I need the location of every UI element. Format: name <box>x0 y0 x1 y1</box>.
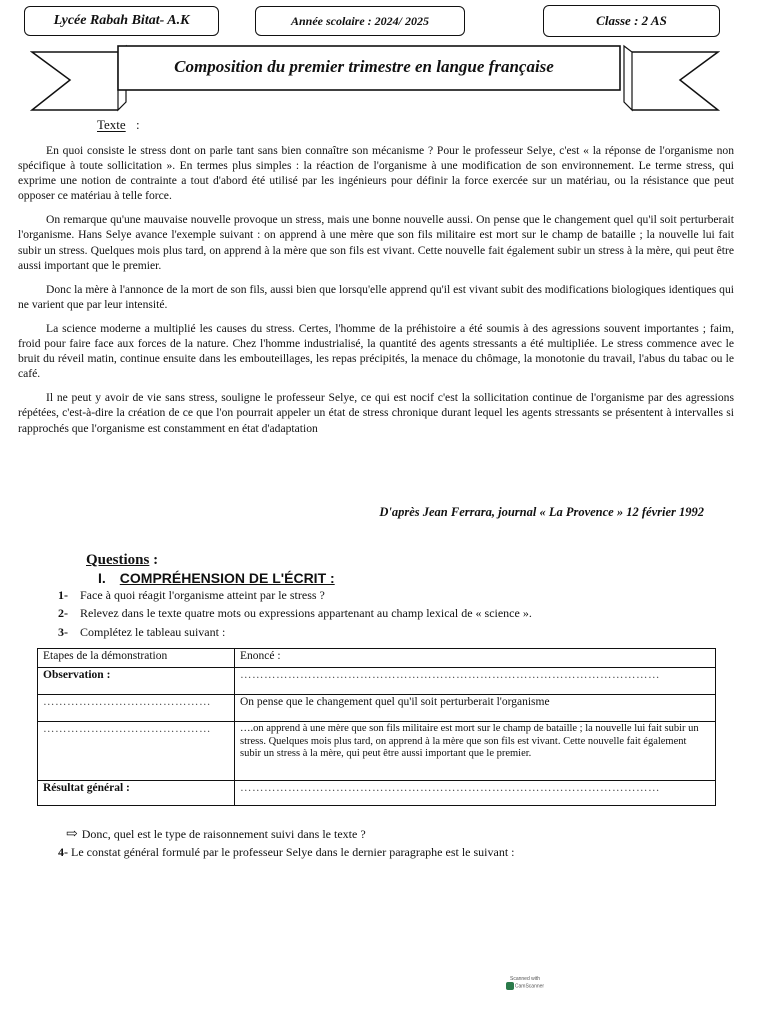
section-number: I. <box>98 570 106 586</box>
table-cell: Observation : <box>38 668 235 695</box>
question-4 <box>58 845 514 860</box>
paragraph-4: La science moderne a multiplié les causes du stress. Certes, l'homme de la préhistoire a été soumis à des agressions souvent importantes ; faim, froid pour faire face aux forces de la nature. Chez l'homme industrialisé, la quantité des agents stressants a été multipliée. Le stress commence avec le bruit du réveil matin, continue ensuite dans les embouteillages, les repas précipités, la menace du chômage, la monotonie du travail, l'abus du tabac ou le café. <box>18 321 734 381</box>
question-text: Donc, quel est le type de raisonnement suivi dans le texte ? <box>81 827 366 841</box>
school-year-box <box>255 6 465 36</box>
section-title: COMPRÉHENSION DE L'ÉCRIT : <box>119 570 335 586</box>
question-number: 3- <box>58 625 68 639</box>
document-title: Composition du premier trimestre en langue française <box>174 57 554 76</box>
table-header-row <box>38 649 716 668</box>
scanner-line1: Scanned with <box>509 976 541 982</box>
texte-label: Texte <box>97 117 126 132</box>
question-1 <box>58 588 325 603</box>
table-header: Enoncé : <box>235 649 716 668</box>
scanner-watermark <box>505 976 545 1012</box>
table-row <box>38 722 716 781</box>
question-text: Face à quoi réagit l'organisme atteint par le stress ? <box>80 588 325 602</box>
questions-heading-text: Questions <box>86 552 150 568</box>
reading-text <box>18 143 734 445</box>
class-box <box>543 5 720 37</box>
section-heading <box>98 570 335 586</box>
table-cell: On pense que le changement quel qu'il soit perturberait l'organisme <box>235 695 716 722</box>
text-source: D'après Jean Ferrara, journal « La Provence » 12 février 1992 <box>379 505 704 519</box>
school-year: Année scolaire : 2024/ 2025 <box>291 13 429 28</box>
table-row <box>38 695 716 722</box>
paragraph-2: On remarque qu'une mauvaise nouvelle provoque un stress, mais une bonne nouvelle aussi. On pense que le changement quel qu'il soit perturberait l'organisme. Hans Selye avance l'exemple suivant : on apprend à une mère que son fils militaire est mort sur le champ de bataille ; la nouvelle lui fait subir un stress. Quelques mois plus tard, on apprend à la mère que son fils est vivant. Cette nouvelle fait également subir un stress à la mère, qui peut être aussi important que le premier. <box>18 213 734 272</box>
question-arrow <box>66 826 366 843</box>
question-text: Complétez le tableau suivant : <box>80 625 226 639</box>
question-text: Le constat général formulé par le professeur Selye dans le dernier paragraphe est le suivant : <box>71 845 515 859</box>
camscanner-logo-icon <box>506 982 514 990</box>
school-name: Lycée Rabah Bitat- A.K <box>53 13 190 28</box>
paragraph-3: Donc la mère à l'annonce de la mort de son fils, aussi bien que lorsqu'elle apprend qu'il est vivant subit des modifications biologiques identiques qui ne varient que par leur intensité. <box>18 282 734 311</box>
question-number: 4- <box>58 845 68 859</box>
answer-blank[interactable]: …………………………………………………………………………………………… <box>235 668 716 695</box>
table-cell: Résultat général : <box>38 781 235 806</box>
arrow-icon: ⇨ <box>66 827 78 842</box>
paragraph-1: En quoi consiste le stress dont on parle tant sans bien connaître son mécanisme ? Pour le professeur Selye, c'est « la réponse de l'organisme non spécifique à toute sollicitation ». En termes plus simples : la réaction de l'organisme à une modification de son environnement. Le terme stress, qui exprime une notion de contrainte a tout d'abord été utilisé par les ingénieurs pour définir la force exercée sur un matériau, ou la résistance que peut opposer ce matériau à telle force. <box>18 144 734 203</box>
scanner-line2: CamScanner <box>514 983 545 990</box>
demonstration-table <box>37 648 716 806</box>
table-header: Etapes de la démonstration <box>38 649 235 668</box>
answer-blank[interactable]: …………………………………… <box>38 722 235 781</box>
scanner-logo-row <box>505 982 545 990</box>
question-number: 1- <box>58 588 68 602</box>
table-cell: ….on apprend à une mère que son fils militaire est mort sur le champ de bataille ; la nouvelle lui fait subir un stress. Quelques mois plus tard, on apprend à la mère que son fils est vivant. Cette nouvelle fait également subir un stress à la mère, qui peut être aussi important que le premier. <box>235 722 716 781</box>
answer-blank[interactable]: …………………………………… <box>38 695 235 722</box>
paragraph-5: Il ne peut y avoir de vie sans stress, souligne le professeur Selye, ce qui est nocif c'est la sollicitation continue de l'organisme par des agressions répétées, c'est-à-dire la création de ce que l'on pourrait appeler un état de stress chronique durant lequel les agents stressants se présentent à intervalles si rapprochés que l'organisme est constamment en état d'adaptation <box>18 391 734 435</box>
class-label: Classe : 2 AS <box>596 13 667 28</box>
question-number: 2- <box>58 606 68 620</box>
texte-colon: : <box>136 117 140 132</box>
school-name-box <box>24 6 219 36</box>
answer-blank[interactable]: …………………………………………………………………………………………… <box>235 781 716 806</box>
question-3 <box>58 625 225 640</box>
question-text: Relevez dans le texte quatre mots ou expressions appartenant au champ lexical de « science ». <box>80 606 532 620</box>
questions-heading: Questions : <box>86 552 159 568</box>
question-2 <box>58 606 532 621</box>
table-row <box>38 781 716 806</box>
table-row <box>38 668 716 695</box>
